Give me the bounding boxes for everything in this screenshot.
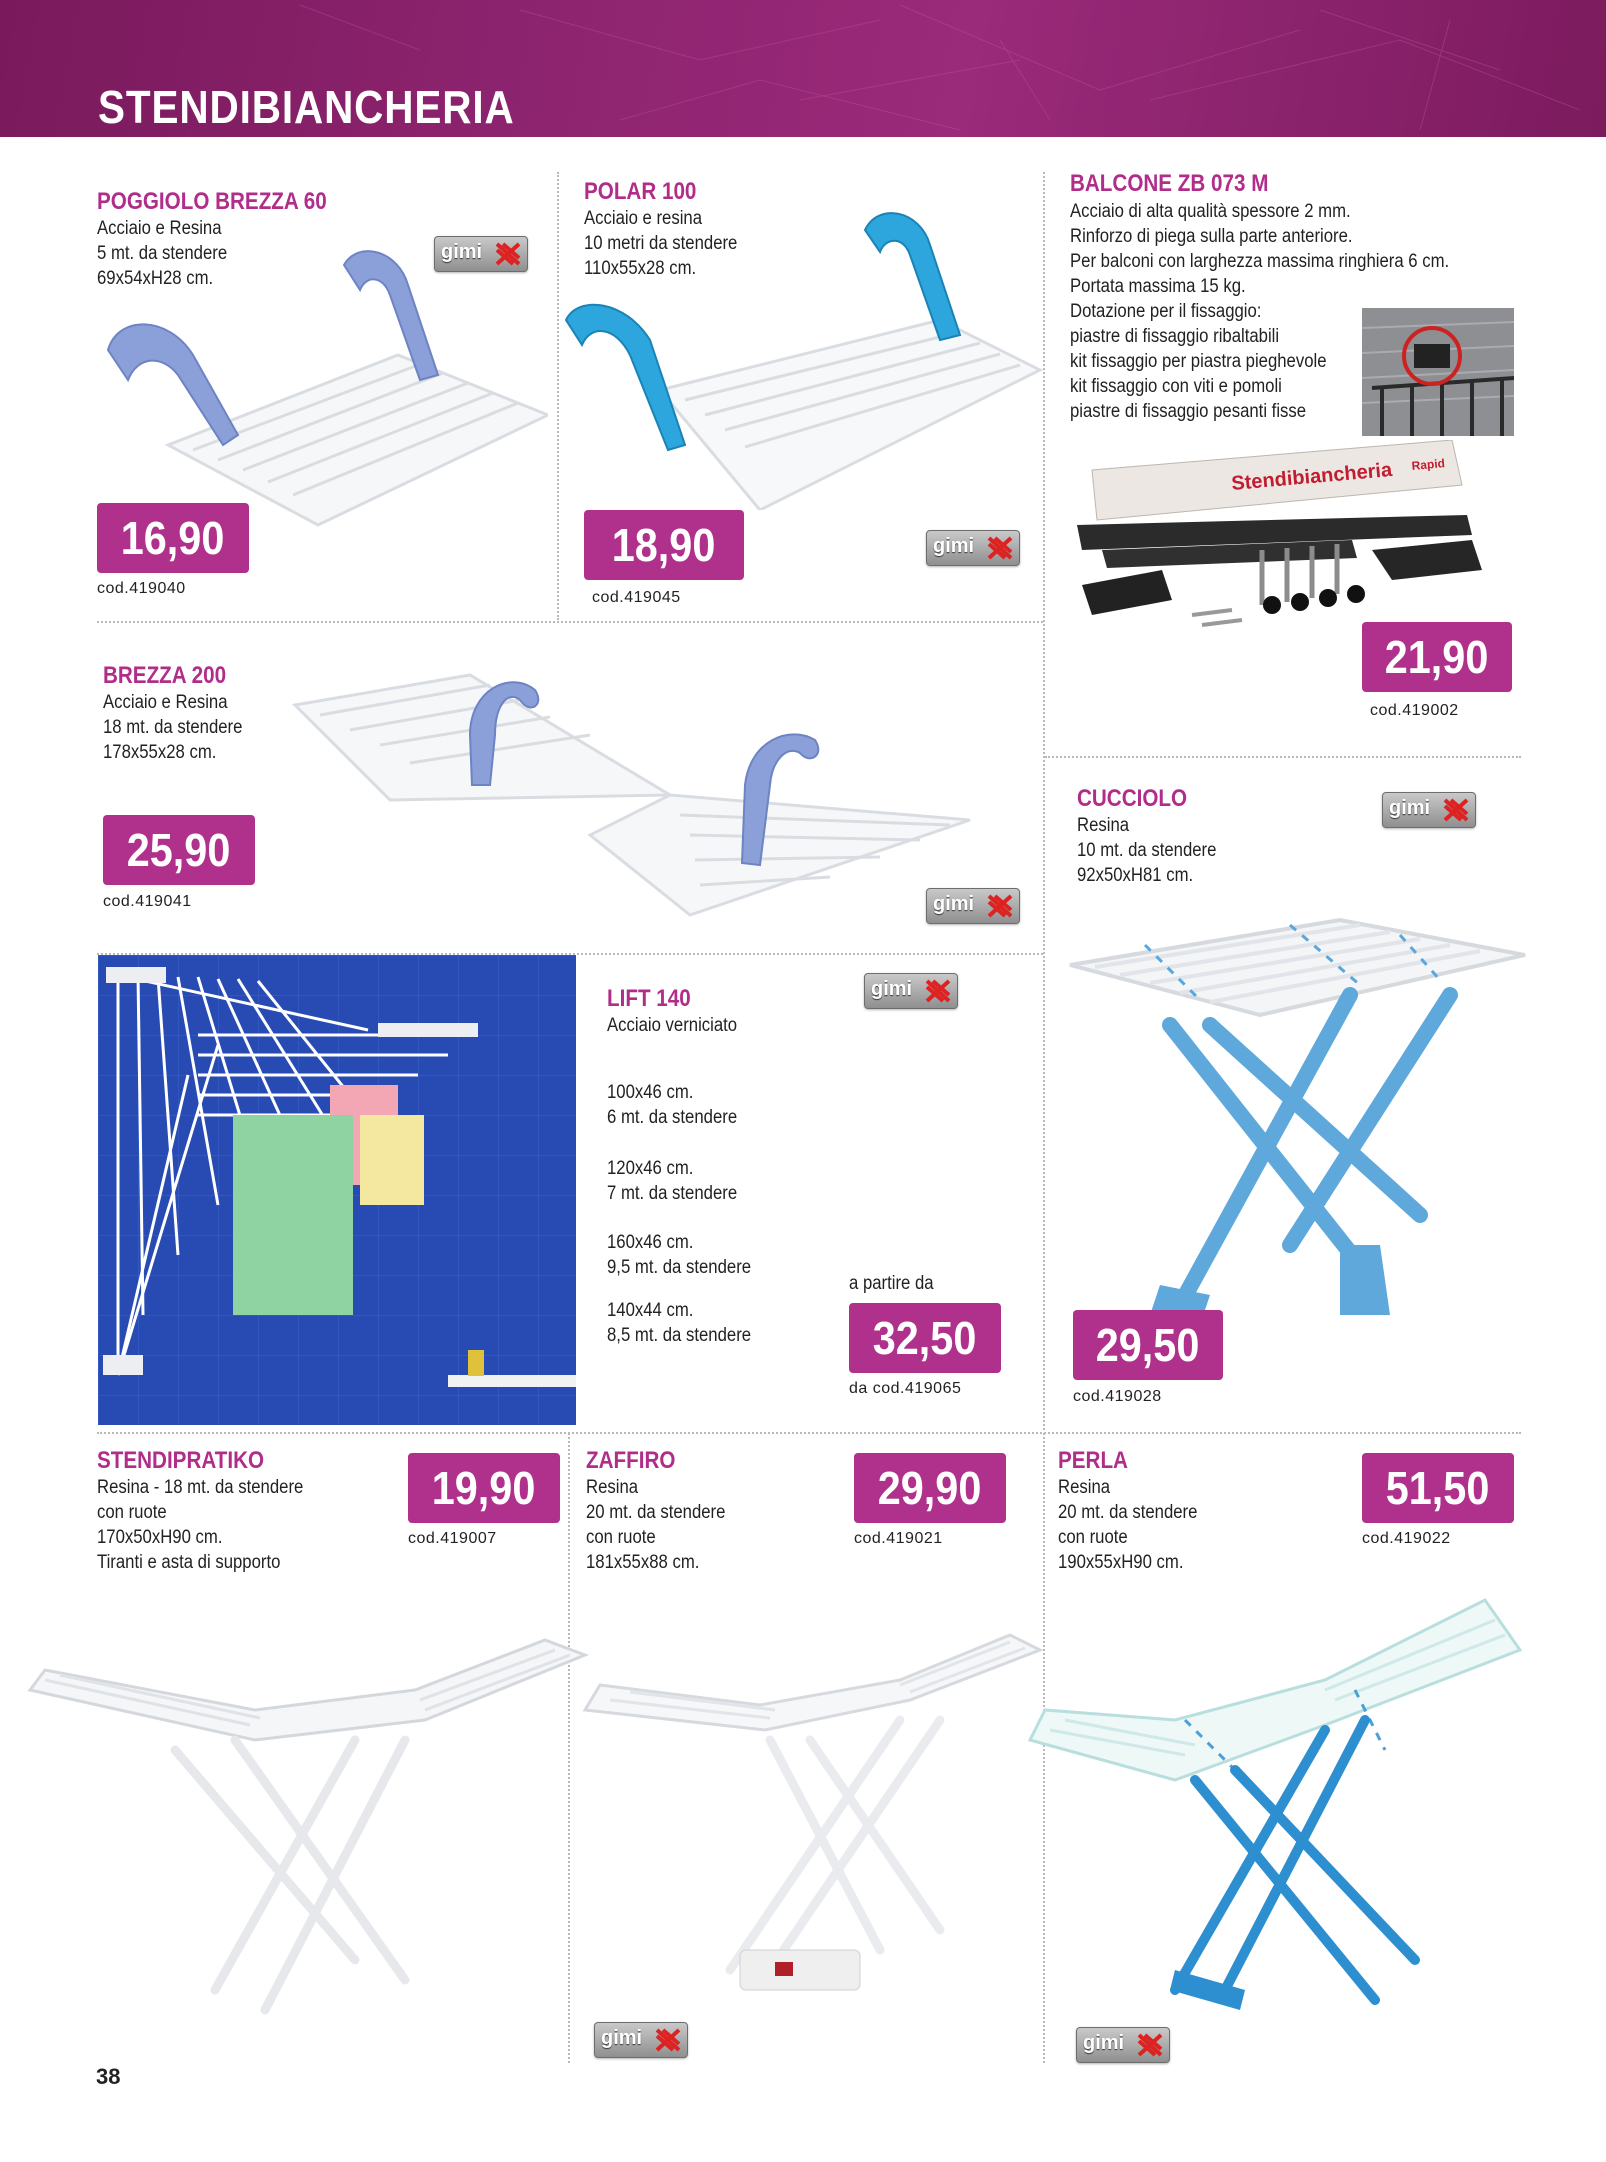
desc-line: piastre di fissaggio pesanti fisse (1070, 401, 1307, 422)
desc-line: Resina (1077, 815, 1130, 836)
price-tag (584, 510, 744, 580)
desc-line: kit fissaggio con viti e pomoli (1070, 376, 1282, 397)
divider (557, 172, 559, 620)
desc-line: 10 mt. da stendere (1077, 840, 1217, 861)
desc-line: 5 mt. da stendere (97, 243, 228, 264)
brand-x-icon (655, 2028, 681, 2052)
gimi-logo: gimi (926, 888, 1020, 924)
price-value: 25,90 (127, 824, 231, 876)
product-photo-balcony-kit (1072, 440, 1492, 640)
desc-line: Dotazione per il fissaggio: (1070, 301, 1262, 322)
product-description (1058, 1475, 1197, 1575)
desc-line: 190x55xH90 cm. (1058, 1552, 1184, 1573)
gimi-logo: gimi (594, 2022, 688, 2058)
price-tag (1362, 1453, 1514, 1523)
price-value: 32,50 (873, 1312, 977, 1364)
size-dimensions: 160x46 cm. (607, 1232, 694, 1253)
product-photo-polar (560, 210, 1050, 510)
price-value: 29,50 (1096, 1319, 1200, 1371)
product-code: cod.419007 (408, 1530, 497, 1547)
product-code: cod.419040 (97, 580, 186, 597)
price-tag (1362, 622, 1512, 692)
brand-x-icon (987, 536, 1013, 560)
box-label: Stendibiancheria (1230, 459, 1393, 495)
desc-line: Resina (1058, 1477, 1111, 1498)
desc-line: kit fissaggio per piastra pieghevole (1070, 351, 1327, 372)
brand-x-icon (925, 979, 951, 1003)
product-description (97, 1475, 303, 1575)
product-code: cod.419045 (592, 589, 681, 606)
product-code: cod.419021 (854, 1530, 943, 1547)
product-photo-lift (98, 955, 576, 1425)
price-value: 29,90 (878, 1462, 982, 1514)
product-name: ZAFFIRO (586, 1447, 676, 1474)
product-name: POGGIOLO BREZZA 60 (97, 188, 327, 215)
product-photo-cucciolo (1060, 915, 1530, 1335)
gimi-logo: gimi (434, 236, 528, 272)
desc-line: con ruote (1058, 1527, 1128, 1548)
divider (97, 621, 1043, 623)
gimi-logo: gimi (926, 530, 1020, 566)
product-description (586, 1475, 725, 1575)
desc-line: 110x55x28 cm. (584, 258, 697, 279)
size-dimensions: 120x46 cm. (607, 1158, 694, 1179)
price-tag (1073, 1310, 1223, 1380)
product-description (103, 690, 242, 765)
product-name: BREZZA 200 (103, 662, 227, 689)
price-tag (103, 815, 255, 885)
size-dimensions: 100x46 cm. (607, 1082, 694, 1103)
price-tag (849, 1303, 1001, 1373)
price-value: 16,90 (121, 512, 225, 564)
price-value: 51,50 (1386, 1462, 1490, 1514)
product-photo-stendipratiko (25, 1630, 595, 2030)
size-length: 6 mt. da stendere (607, 1107, 738, 1128)
desc-line: Acciaio e Resina (103, 692, 228, 713)
desc-line: Acciaio di alta qualità spessore 2 mm. (1070, 201, 1351, 222)
price-tag (408, 1453, 560, 1523)
product-code: da cod.419065 (849, 1380, 962, 1397)
product-photo-poggiolo (98, 245, 548, 535)
desc-line: Per balconi con larghezza massima ringhiera 6 cm. (1070, 251, 1450, 272)
price-tag (854, 1453, 1006, 1523)
desc-line: 178x55x28 cm. (103, 742, 217, 763)
product-photo-perla (1025, 1590, 1525, 2030)
desc-line: 10 metri da stendere (584, 233, 738, 254)
desc-line: Resina - 18 mt. da stendere (97, 1477, 304, 1498)
gimi-logo: gimi (864, 973, 958, 1009)
size-length: 7 mt. da stendere (607, 1183, 738, 1204)
gimi-logo: gimi (1382, 792, 1476, 828)
desc-line: Portata massima 15 kg. (1070, 276, 1246, 297)
product-photo-brezza-200 (290, 645, 1010, 925)
desc-line: Acciaio verniciato (607, 1015, 738, 1036)
product-name: LIFT 140 (607, 985, 691, 1012)
price-value: 21,90 (1385, 631, 1489, 683)
size-option (607, 1156, 737, 1206)
page-number: 38 (96, 2064, 121, 2089)
desc-line: Resina (586, 1477, 639, 1498)
product-code: cod.419041 (103, 893, 192, 910)
page-title: STENDIBIANCHERIA (98, 81, 515, 133)
desc-line: Rinforzo di piega sulla parte anteriore. (1070, 226, 1353, 247)
product-code: cod.419002 (1370, 702, 1459, 719)
desc-line: 69x54xH28 cm. (97, 268, 214, 289)
size-option (607, 1230, 751, 1280)
size-dimensions: 140x44 cm. (607, 1300, 694, 1321)
desc-line: 18 mt. da stendere (103, 717, 243, 738)
size-option (607, 1298, 751, 1348)
product-description (1077, 813, 1216, 888)
product-name: CUCCIOLO (1077, 785, 1188, 812)
product-code: cod.419022 (1362, 1530, 1451, 1547)
divider (1045, 756, 1521, 758)
brand-x-icon (1443, 798, 1469, 822)
product-description (607, 1013, 737, 1038)
desc-line: Tiranti e asta di supporto (97, 1552, 281, 1573)
desc-line: con ruote (97, 1502, 167, 1523)
product-name: PERLA (1058, 1447, 1128, 1474)
price-value: 19,90 (432, 1462, 536, 1514)
desc-line: piastre di fissaggio ribaltabili (1070, 326, 1280, 347)
desc-line: 181x55x88 cm. (586, 1552, 700, 1573)
product-photo-balcony-inset (1362, 308, 1514, 436)
price-value: 18,90 (612, 519, 716, 571)
product-code: cod.419028 (1073, 1388, 1162, 1405)
size-length: 8,5 mt. da stendere (607, 1325, 752, 1346)
page-header (0, 0, 1606, 137)
desc-line: 20 mt. da stendere (1058, 1502, 1198, 1523)
desc-line: 92x50xH81 cm. (1077, 865, 1194, 886)
desc-line: 170x50xH90 cm. (97, 1527, 223, 1548)
product-name: STENDIPRATIKO (97, 1447, 265, 1474)
desc-line: con ruote (586, 1527, 656, 1548)
product-name: POLAR 100 (584, 178, 697, 205)
price-tag (97, 503, 249, 573)
desc-line: 20 mt. da stendere (586, 1502, 726, 1523)
brand-x-icon (1137, 2033, 1163, 2057)
box-brand: Rapid (1411, 456, 1446, 473)
product-photo-zaffiro (580, 1630, 1050, 2010)
gimi-logo: gimi (1076, 2027, 1170, 2063)
brand-x-icon (987, 894, 1013, 918)
product-name: BALCONE ZB 073 M (1070, 170, 1269, 197)
desc-line: Acciaio e resina (584, 208, 703, 229)
size-length: 9,5 mt. da stendere (607, 1257, 752, 1278)
size-option (607, 1080, 737, 1130)
divider (97, 1432, 1521, 1434)
desc-line: Acciaio e Resina (97, 218, 222, 239)
price-from-label: a partire da (849, 1273, 934, 1294)
